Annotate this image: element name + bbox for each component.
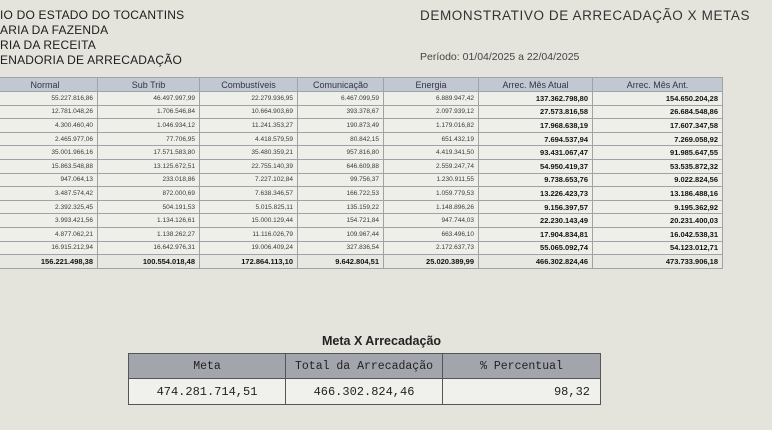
table-row xyxy=(0,159,723,173)
table-cell: 1.230.911,55 xyxy=(384,173,479,187)
table-cell: 55.065.092,74 xyxy=(479,241,593,255)
table-cell: 4.300.460,40 xyxy=(0,119,98,133)
total-cell: 25.020.389,99 xyxy=(384,255,479,269)
table-cell: 651.432,19 xyxy=(384,132,479,146)
org-line-department: RIA DA RECEITA xyxy=(0,38,96,52)
table-cell: 2.559.247,74 xyxy=(384,159,479,173)
total-cell: 9.642.804,51 xyxy=(298,255,384,269)
organization-header xyxy=(0,8,184,68)
col-header-energia: Energia xyxy=(384,78,479,92)
table-cell: 15.863.548,88 xyxy=(0,159,98,173)
table-row xyxy=(0,92,723,106)
table-cell: 7.638.346,57 xyxy=(200,187,298,201)
table-cell: 35.001.966,16 xyxy=(0,146,98,160)
table-cell: 1.138.262,27 xyxy=(98,227,200,241)
table-cell: 190.873,49 xyxy=(298,119,384,133)
total-cell: 466.302.824,46 xyxy=(479,255,593,269)
table-cell: 15.000.129,44 xyxy=(200,214,298,228)
col-header-comunicacao: Comunicação xyxy=(298,78,384,92)
table-cell: 137.362.798,80 xyxy=(479,92,593,106)
table-cell: 22.755.140,39 xyxy=(200,159,298,173)
table-cell: 9.022.824,56 xyxy=(593,173,723,187)
table-cell: 27.573.816,58 xyxy=(479,105,593,119)
table-cell: 7.227.102,84 xyxy=(200,173,298,187)
org-line-division: ENADORIA DE ARRECADAÇÃO xyxy=(0,53,182,67)
table-cell: 10.664.903,69 xyxy=(200,105,298,119)
table-cell: 646.609,88 xyxy=(298,159,384,173)
table-cell: 13.186.488,16 xyxy=(593,187,723,201)
table-cell: 504.191,53 xyxy=(98,200,200,214)
col-header-sub-trib: Sub Trib xyxy=(98,78,200,92)
table-row xyxy=(0,173,723,187)
table-cell: 947.064,13 xyxy=(0,173,98,187)
org-line-state: IO DO ESTADO DO TOCANTINS xyxy=(0,8,185,22)
table-cell: 12.781.048,26 xyxy=(0,105,98,119)
table-cell: 16.915.212,94 xyxy=(0,241,98,255)
table-cell: 393.378,67 xyxy=(298,105,384,119)
table-cell: 55.227.816,86 xyxy=(0,92,98,106)
table-cell: 4.418.579,59 xyxy=(200,132,298,146)
total-cell: 156.221.498,38 xyxy=(0,255,98,269)
table-cell: 6.467.099,59 xyxy=(298,92,384,106)
table-cell: 35.480.359,21 xyxy=(200,146,298,160)
table-row xyxy=(0,241,723,255)
table-cell: 166.722,53 xyxy=(298,187,384,201)
report-title: DEMONSTRATIVO DE ARRECADAÇÃO X METAS xyxy=(420,8,751,23)
table-row xyxy=(0,200,723,214)
meta-value: 474.281.714,51 xyxy=(129,379,286,405)
table-cell: 1.046.934,12 xyxy=(98,119,200,133)
table-cell: 7.269.058,92 xyxy=(593,132,723,146)
table-cell: 80.842,15 xyxy=(298,132,384,146)
table-cell: 26.684.548,86 xyxy=(593,105,723,119)
table-cell: 17.571.583,80 xyxy=(98,146,200,160)
table-row xyxy=(0,187,723,201)
table-row xyxy=(0,214,723,228)
meta-section-title: Meta X Arrecadação xyxy=(322,334,442,348)
table-cell: 54.123.012,71 xyxy=(593,241,723,255)
table-cell: 9.156.397,57 xyxy=(479,200,593,214)
meta-header-percent: % Percentual xyxy=(443,354,601,379)
table-cell: 7.694.537,94 xyxy=(479,132,593,146)
meta-table xyxy=(128,353,601,405)
table-cell: 17.968.638,19 xyxy=(479,119,593,133)
col-header-combustiveis: Combustíveis xyxy=(200,78,298,92)
table-cell: 54.950.419,37 xyxy=(479,159,593,173)
table-cell: 9.738.653,76 xyxy=(479,173,593,187)
meta-header-meta: Meta xyxy=(129,354,286,379)
table-cell: 957.816,80 xyxy=(298,146,384,160)
table-cell: 1.148.896,26 xyxy=(384,200,479,214)
table-cell: 11.116.026,79 xyxy=(200,227,298,241)
table-cell: 93.431.067,47 xyxy=(479,146,593,160)
table-cell: 109.967,44 xyxy=(298,227,384,241)
table-cell: 663.496,10 xyxy=(384,227,479,241)
total-cell: 473.733.906,18 xyxy=(593,255,723,269)
percent-value: 98,32 xyxy=(443,379,601,405)
table-cell: 91.985.647,55 xyxy=(593,146,723,160)
table-cell: 46.497.997,99 xyxy=(98,92,200,106)
table-row xyxy=(0,119,723,133)
table-cell: 135.159,22 xyxy=(298,200,384,214)
table-cell: 1.706.546,84 xyxy=(98,105,200,119)
table-row xyxy=(0,105,723,119)
table-header-row xyxy=(0,78,723,92)
table-cell: 327.836,54 xyxy=(298,241,384,255)
table-cell: 77.706,95 xyxy=(98,132,200,146)
table-cell: 2.465.977,06 xyxy=(0,132,98,146)
meta-value-row xyxy=(129,379,601,405)
table-cell: 154.650.204,28 xyxy=(593,92,723,106)
table-cell: 872.000,69 xyxy=(98,187,200,201)
table-cell: 233.018,86 xyxy=(98,173,200,187)
table-cell: 2.097.939,12 xyxy=(384,105,479,119)
table-cell: 4.877.062,21 xyxy=(0,227,98,241)
org-line-secretariat: ARIA DA FAZENDA xyxy=(0,23,109,37)
table-cell: 947.744,03 xyxy=(384,214,479,228)
total-collection-value: 466.302.824,46 xyxy=(286,379,443,405)
col-header-arrec-mes-atual: Arrec. Mês Atual xyxy=(479,78,593,92)
table-cell: 13.226.423,73 xyxy=(479,187,593,201)
table-cell: 2.172.637,73 xyxy=(384,241,479,255)
meta-header-total: Total da Arrecadação xyxy=(286,354,443,379)
col-header-arrec-mes-ant: Arrec. Mês Ant. xyxy=(593,78,723,92)
table-total-row xyxy=(0,255,723,269)
table-cell: 3.993.421,56 xyxy=(0,214,98,228)
table-cell: 2.392.325,45 xyxy=(0,200,98,214)
table-cell: 13.125.672,51 xyxy=(98,159,200,173)
table-cell: 16.642.976,31 xyxy=(98,241,200,255)
table-cell: 11.241.353,27 xyxy=(200,119,298,133)
table-cell: 17.607.347,58 xyxy=(593,119,723,133)
table-cell: 22.279.936,95 xyxy=(200,92,298,106)
meta-header-row xyxy=(129,354,601,379)
table-cell: 6.889.947,42 xyxy=(384,92,479,106)
table-cell: 1.059.779,53 xyxy=(384,187,479,201)
table-cell: 1.179.016,82 xyxy=(384,119,479,133)
table-cell: 53.535.872,32 xyxy=(593,159,723,173)
table-cell: 17.904.834,81 xyxy=(479,227,593,241)
table-cell: 16.042.538,31 xyxy=(593,227,723,241)
table-cell: 22.230.143,49 xyxy=(479,214,593,228)
table-cell: 1.134.126,61 xyxy=(98,214,200,228)
report-period: Período: 01/04/2025 a 22/04/2025 xyxy=(420,51,580,63)
table-row xyxy=(0,132,723,146)
total-cell: 100.554.018,48 xyxy=(98,255,200,269)
table-cell: 5.015.825,11 xyxy=(200,200,298,214)
table-row xyxy=(0,146,723,160)
table-cell: 99.756,37 xyxy=(298,173,384,187)
total-cell: 172.864.113,10 xyxy=(200,255,298,269)
table-row xyxy=(0,227,723,241)
table-cell: 154.721,84 xyxy=(298,214,384,228)
collection-table xyxy=(0,77,723,269)
table-cell: 9.195.362,92 xyxy=(593,200,723,214)
table-cell: 19.006.409,24 xyxy=(200,241,298,255)
table-cell: 4.419.341,50 xyxy=(384,146,479,160)
table-cell: 3.487.574,42 xyxy=(0,187,98,201)
col-header-normal: Normal xyxy=(0,78,98,92)
table-cell: 20.231.400,03 xyxy=(593,214,723,228)
